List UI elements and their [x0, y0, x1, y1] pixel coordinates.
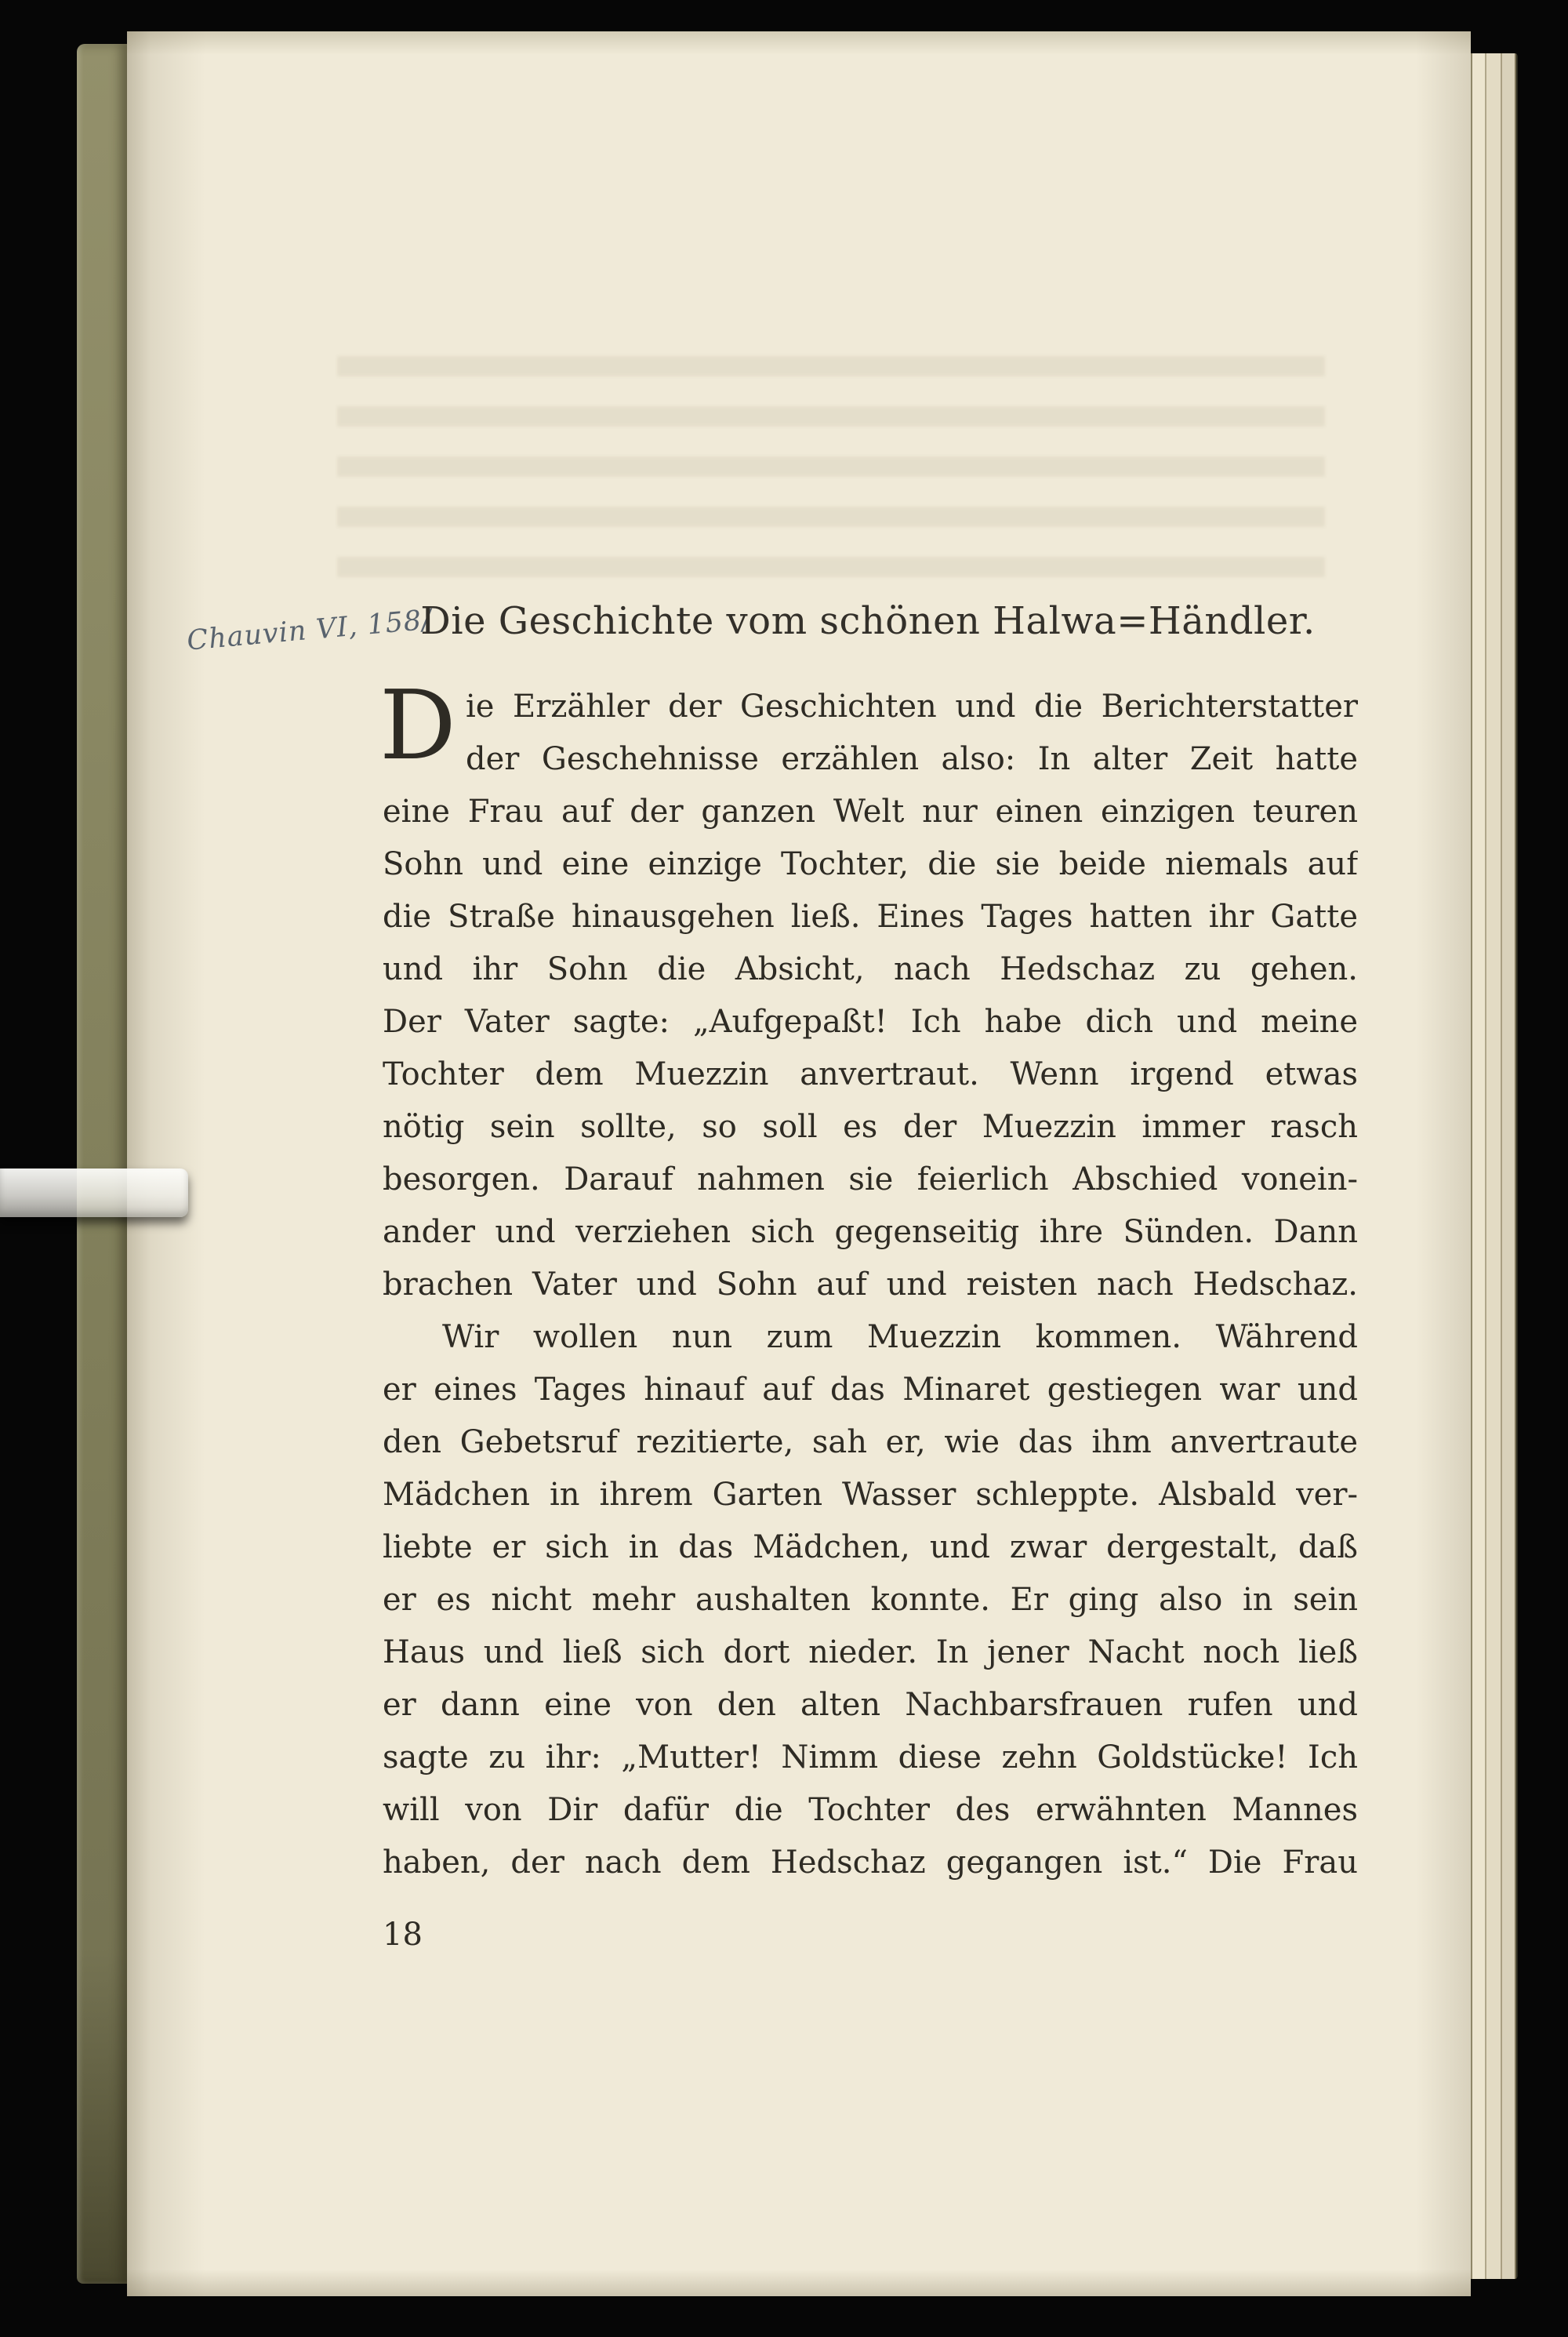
text-line: eine Frau auf der ganzen Welt nur einen einzigen teuren: [383, 794, 1358, 830]
text-line: ie Erzähler der Geschichten und die Berichterstatter: [466, 689, 1358, 725]
paragraph-1: [379, 670, 1358, 1311]
text-line: nötig sein sollte, so soll es der Muezzin immer rasch: [383, 1109, 1358, 1145]
text-line: der Geschehnisse erzählen also: In alter Zeit hatte: [466, 741, 1358, 777]
text-line: haben, der nach dem Hedschaz gegangen ist.“ Die Frau: [383, 1845, 1358, 1881]
book-cover-spine: [77, 44, 129, 2284]
stacked-page-edges: [1471, 53, 1518, 2279]
text-line: Der Vater sagte: „Aufgepaßt! Ich habe dich und meine: [383, 1004, 1358, 1040]
text-line: Sohn und eine einzige Tochter, die sie beide niemals auf: [383, 846, 1358, 882]
text-line: will von Dir dafür die Tochter des erwähnten Mannes: [383, 1792, 1358, 1828]
text-line: liebte er sich in das Mädchen, und zwar dergestalt, daß: [383, 1529, 1358, 1565]
text-line: besorgen. Darauf nahmen sie feierlich Abschied vonein-: [383, 1161, 1358, 1198]
text-line: Wir wollen nun zum Muezzin kommen. Während: [442, 1319, 1358, 1355]
page-number: 18: [383, 1917, 423, 1953]
text-line: ander und verziehen sich gegenseitig ihre Sünden. Dann: [383, 1214, 1358, 1250]
text-line: die Straße hinausgehen ließ. Eines Tages hatten ihr Gatte: [383, 899, 1358, 935]
paragraph-2: [383, 1311, 1358, 1889]
text-line: Tochter dem Muezzin anvertraut. Wenn irgend etwas: [383, 1056, 1358, 1092]
handwritten-annotation: Chauvin VI, 158/: [185, 604, 434, 657]
text-line: brachen Vater und Sohn auf und reisten nach Hedschaz.: [383, 1267, 1358, 1303]
body-text: [379, 670, 1358, 1889]
text-line: Haus und ließ sich dort nieder. In jener Nacht noch ließ: [383, 1634, 1358, 1670]
text-line: Mädchen in ihrem Garten Wasser schleppte. Alsbald ver-: [383, 1477, 1358, 1513]
ink-showthrough: [337, 343, 1325, 602]
book-page: [127, 31, 1471, 2296]
text-line: und ihr Sohn die Absicht, nach Hedschaz zu gehen.: [383, 951, 1358, 987]
page-title: Die Geschichte vom schönen Halwa=Händler.: [420, 599, 1316, 643]
text-line: sagte zu ihr: „Mutter! Nimm diese zehn Goldstücke! Ich: [383, 1739, 1358, 1775]
bookmark-strip: [0, 1168, 188, 1217]
text-line: er eines Tages hinauf auf das Minaret gestiegen war und: [383, 1372, 1358, 1408]
drop-cap: D: [379, 670, 456, 781]
text-line: er dann eine von den alten Nachbarsfrauen rufen und: [383, 1687, 1358, 1723]
text-line: er es nicht mehr aushalten konnte. Er ging also in sein: [383, 1582, 1358, 1618]
text-line: den Gebetsruf rezitierte, sah er, wie das ihm anvertraute: [383, 1424, 1358, 1460]
book-photo: [77, 31, 1519, 2296]
